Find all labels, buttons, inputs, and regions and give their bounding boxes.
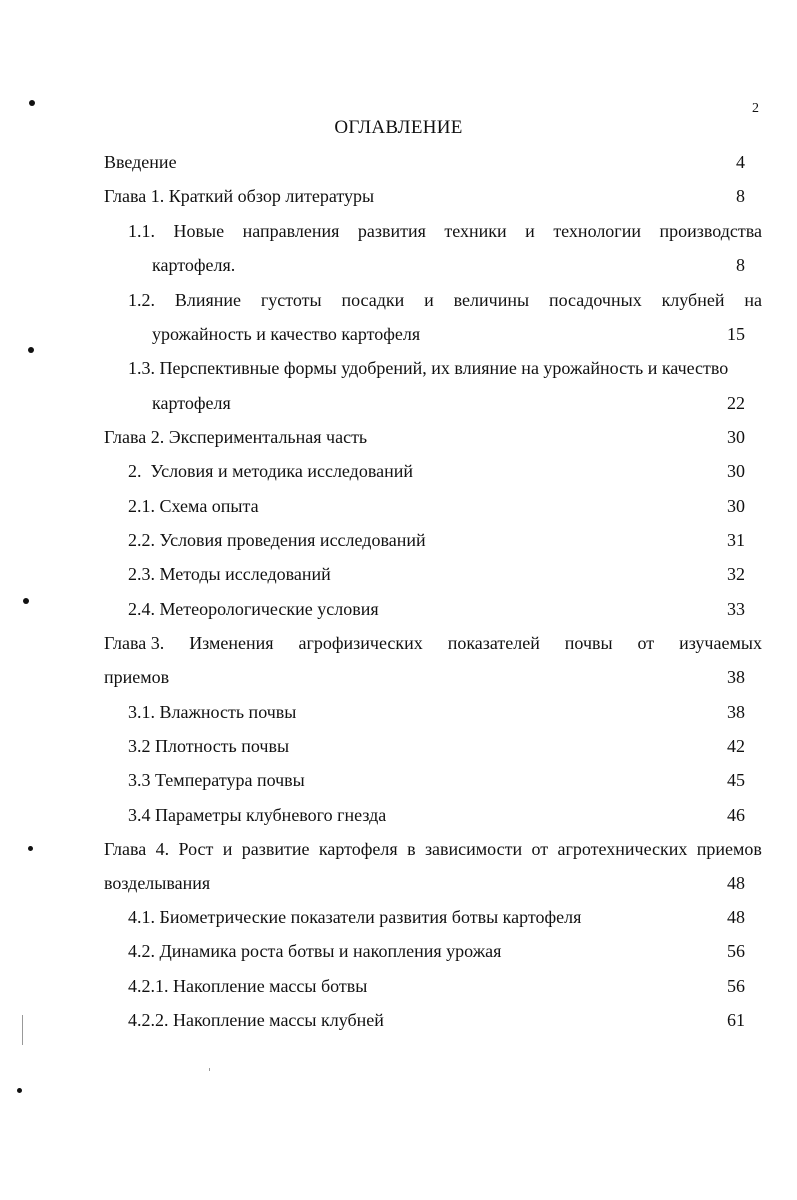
toc-page-section-3-4: 46 — [727, 805, 745, 825]
toc-entry-section-1-3-cont[interactable]: картофеля — [152, 393, 231, 413]
toc-word: 4. — [155, 839, 170, 859]
toc-page-section-4-2-1: 56 — [727, 976, 745, 996]
toc-entry-section-1-3[interactable]: 1.3. Перспективные формы удобрений, их влияние на урожайность и качество — [128, 358, 729, 378]
toc-word: Влияние — [174, 290, 242, 310]
toc-word: производства — [659, 221, 762, 241]
toc-entry-section-2[interactable]: 2. Условия и методика исследований — [128, 461, 413, 481]
toc-page-section-2: 30 — [727, 461, 745, 481]
toc-page-section-2-4: 33 — [727, 599, 745, 619]
toc-word: Глава 3. — [104, 633, 165, 653]
toc-entry-section-2-4[interactable]: 2.4. Метеорологические условия — [128, 599, 379, 619]
toc-word: клубней — [661, 290, 725, 310]
toc-page-section-3-3: 45 — [727, 770, 745, 790]
toc-entry-section-4-2-2[interactable]: 4.2.2. Накопление массы клубней — [128, 1010, 384, 1030]
toc-page-section-1-1: 8 — [736, 255, 745, 275]
toc-entry-chapter-3[interactable] — [104, 631, 762, 655]
toc-page-section-3-2: 42 — [727, 736, 745, 756]
toc-page-chapter-2: 30 — [727, 427, 745, 447]
toc-word: направления — [242, 221, 340, 241]
toc-word: и — [424, 290, 434, 310]
toc-entry-section-2-3[interactable]: 2.3. Методы исследований — [128, 564, 331, 584]
toc-entry-section-3-3[interactable]: 3.3 Температура почвы — [128, 770, 305, 790]
toc-word: Глава — [104, 839, 147, 859]
toc-word: развития — [357, 221, 426, 241]
toc-entry-section-3-1[interactable]: 3.1. Влажность почвы — [128, 702, 297, 722]
toc-entry-chapter-4-cont[interactable]: возделывания — [104, 873, 211, 893]
toc-entry-section-1-2[interactable] — [128, 288, 762, 312]
toc-word: на — [744, 290, 762, 310]
toc-entry-section-4-1[interactable]: 4.1. Биометрические показатели развития ботвы картофеля — [128, 907, 582, 927]
toc-entry-section-3-2[interactable]: 3.2 Плотность почвы — [128, 736, 290, 756]
toc-word: и — [525, 221, 535, 241]
toc-word: 1.2. — [128, 290, 155, 310]
toc-page-section-2-2: 31 — [727, 530, 745, 550]
toc-word: изучаемых — [679, 633, 762, 653]
toc-page-chapter-1: 8 — [736, 186, 745, 206]
toc-page-section-4-2-2: 61 — [727, 1010, 745, 1030]
toc-page-section-1-3: 22 — [727, 393, 745, 413]
page-number: 2 — [752, 101, 759, 116]
toc-word: приемов — [696, 839, 762, 859]
toc-word: 1.1. — [128, 221, 155, 241]
toc-word: зависимости — [424, 839, 523, 859]
toc-word: и — [222, 839, 233, 859]
toc-entry-section-1-2-cont[interactable]: урожайность и качество картофеля — [152, 324, 421, 344]
toc-entry-section-1-1[interactable] — [128, 219, 762, 243]
toc-word: технологии — [553, 221, 641, 241]
toc-word: Изменения — [189, 633, 274, 653]
toc-page-chapter-3: 38 — [727, 667, 745, 687]
toc-word: величины — [453, 290, 530, 310]
toc-entry-chapter-1[interactable]: Глава 1. Краткий обзор литературы — [104, 186, 375, 206]
toc-page-chapter-4: 48 — [727, 873, 745, 893]
toc-entry-section-2-1[interactable]: 2.1. Схема опыта — [128, 496, 259, 516]
toc-word: в — [407, 839, 416, 859]
toc-word: от — [637, 633, 655, 653]
page-title: ОГЛАВЛЕНИЕ — [334, 117, 463, 138]
toc-page-intro: 4 — [736, 152, 745, 172]
toc-word: агрофизических — [298, 633, 423, 653]
toc-word: Новые — [173, 221, 225, 241]
toc-entry-chapter-2[interactable]: Глава 2. Экспериментальная часть — [104, 427, 368, 447]
toc-word: от — [531, 839, 549, 859]
toc-word: развитие — [241, 839, 310, 859]
toc-page-section-2-1: 30 — [727, 496, 745, 516]
toc-entry-section-4-2-1[interactable]: 4.2.1. Накопление массы ботвы — [128, 976, 368, 996]
toc-page-section-3-1: 38 — [727, 702, 745, 722]
toc-entry-section-4-2[interactable]: 4.2. Динамика роста ботвы и накопления урожая — [128, 941, 502, 961]
toc-entry-section-2-2[interactable]: 2.2. Условия проведения исследований — [128, 530, 426, 550]
toc-word: густоты — [260, 290, 322, 310]
toc-word: посадочных — [548, 290, 642, 310]
toc-page-section-1-2: 15 — [727, 324, 745, 344]
toc-entry-section-3-4[interactable]: 3.4 Параметры клубневого гнезда — [128, 805, 387, 825]
toc-entry-chapter-3-cont[interactable]: приемов — [104, 667, 170, 687]
toc-word: показателей — [447, 633, 540, 653]
toc-entry-chapter-4[interactable] — [104, 837, 762, 861]
toc-word: посадки — [341, 290, 405, 310]
toc-page-section-4-2: 56 — [727, 941, 745, 961]
toc-word: техники — [444, 221, 507, 241]
toc-page-section-2-3: 32 — [727, 564, 745, 584]
toc-word: почвы — [564, 633, 613, 653]
toc-page-section-4-1: 48 — [727, 907, 745, 927]
toc-word: картофеля — [318, 839, 398, 859]
toc-entry-intro[interactable]: Введение — [104, 152, 177, 172]
toc-word: Рост — [178, 839, 214, 859]
toc-entry-section-1-1-cont[interactable]: картофеля. — [152, 255, 236, 275]
toc-word: агротехнических — [557, 839, 688, 859]
